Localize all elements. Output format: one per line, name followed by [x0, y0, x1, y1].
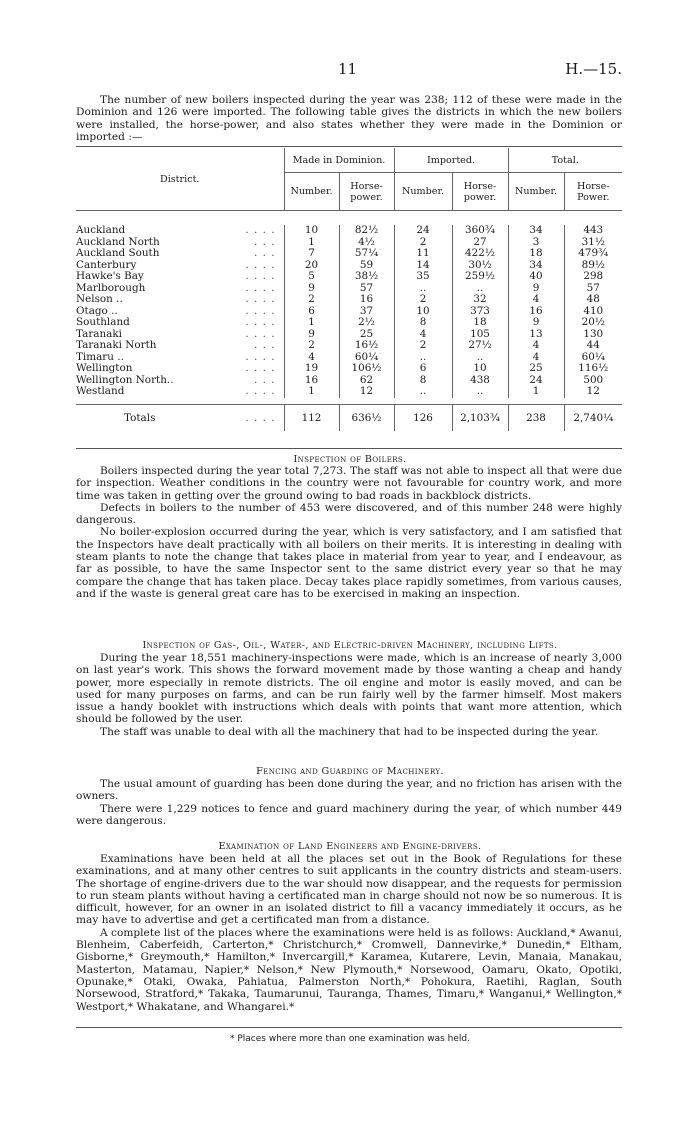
section-heading: Fencing and Guarding of Machinery.	[256, 766, 444, 777]
district-cell	[76, 386, 284, 398]
value-cell: 12	[339, 386, 394, 398]
value-cell: 35	[394, 271, 452, 283]
value-cell: 57	[564, 283, 622, 295]
table-bottom-rule	[76, 448, 622, 449]
paragraph: The usual amount of guarding has been done during the year, and no friction has arisen with the owners.	[76, 778, 622, 803]
table-top-rule	[76, 146, 622, 147]
sub-header: Horse-Power.	[564, 173, 622, 211]
sub-header: Horse-power.	[339, 173, 394, 211]
district-name: Auckland North	[76, 235, 160, 248]
page-number: 11	[338, 60, 358, 78]
leader-dots: . . . .	[245, 316, 276, 328]
totals-label: Totals	[124, 411, 156, 424]
group-header-made-in-dominion: Made in Dominion.	[284, 148, 394, 173]
value-cell: 48	[564, 294, 622, 306]
value-cell: ..	[394, 352, 452, 364]
value-cell: 34	[508, 225, 564, 237]
district-name: Canterbury	[76, 258, 137, 271]
value-cell: 373	[452, 306, 508, 318]
value-cell: 24	[508, 375, 564, 387]
district-name: Auckland South	[76, 247, 160, 259]
value-cell: 89½	[564, 260, 622, 272]
value-cell: 34	[508, 260, 564, 272]
value-cell: 4	[284, 352, 339, 364]
district-name: Taranaki	[76, 327, 122, 340]
value-cell: 27½	[452, 340, 508, 352]
value-cell: 16	[339, 294, 394, 306]
leader-dots: . . .	[253, 235, 276, 248]
district-name: Otago ..	[76, 304, 118, 317]
value-cell: 6	[394, 363, 452, 375]
paragraph: During the year 18,551 machinery-inspections were made, which is an increase of nearly 3,000 on last year's work. This shows the forward movement made by those wanting a cheap and handy power, more especially in remote districts. The oil engine and motor is easily moved, and can be used for many purposes on farms, and can be run fairly well by the farmer himself. Most makers issue a handy booklet with instructions which deals with points that want more attention, which should be followed by the user.	[76, 652, 622, 726]
value-cell: 116½	[564, 363, 622, 375]
boiler-district-table	[76, 148, 622, 431]
value-cell: ..	[452, 352, 508, 364]
value-cell: 27	[452, 237, 508, 249]
totals-label-cell	[76, 404, 284, 431]
value-cell: 2,740¼	[564, 404, 622, 431]
leader-dots: . . . .	[245, 281, 276, 294]
value-cell: 10	[284, 225, 339, 237]
value-cell: ..	[394, 386, 452, 398]
value-cell: 636½	[339, 404, 394, 431]
value-cell: 6	[284, 306, 339, 318]
sub-header: Number.	[394, 173, 452, 211]
leader-dots: . . .	[253, 247, 276, 259]
value-cell: 9	[284, 283, 339, 295]
value-cell: 37	[339, 306, 394, 318]
paragraph: There were 1,229 notices to fence and guard machinery during the year, of which number 449 were dangerous.	[76, 802, 622, 827]
value-cell: 19	[284, 363, 339, 375]
group-header-total: Total.	[508, 148, 622, 173]
leader-dots: . . . .	[245, 224, 276, 236]
value-cell: 422½	[452, 248, 508, 260]
page-header	[0, 60, 700, 82]
value-cell: 2½	[339, 317, 394, 329]
value-cell: 25	[339, 329, 394, 341]
table-row	[76, 340, 622, 352]
value-cell: 8	[394, 375, 452, 387]
district-name: Wellington	[76, 362, 133, 374]
paragraph: No boiler-explosion occurred during the year, which is very satisfactory, and I am satisfied that the Inspectors have dealt practically with all boilers on their merits. It is interesting in dealing with steam plants to note the change that takes place in material from year to year, and I endeavour, as far as possible, to have the same Inspector sent to the same district every year so that he may compare the change that has taken place. Decay takes place rapidly sometimes, from various causes, and if the waste is general great care has to be exercised in making an inspection.	[76, 526, 622, 600]
value-cell: 2	[394, 294, 452, 306]
section-heading: Examination of Land Engineers and Engine-drivers.	[218, 841, 482, 852]
value-cell: 2,103¾	[452, 404, 508, 431]
value-cell: 30½	[452, 260, 508, 272]
leader-dots: . . . .	[245, 293, 276, 305]
value-cell: ..	[394, 283, 452, 295]
value-cell: ..	[452, 386, 508, 398]
value-cell: 4	[508, 340, 564, 352]
value-cell: 4½	[339, 237, 394, 249]
value-cell: 1	[284, 317, 339, 329]
leader-dots: . . . .	[245, 362, 276, 374]
value-cell: 10	[394, 306, 452, 318]
footnote-rule	[76, 1027, 622, 1028]
value-cell: ..	[452, 283, 508, 295]
value-cell: 4	[394, 329, 452, 341]
value-cell: 1	[508, 386, 564, 398]
value-cell: 4	[508, 294, 564, 306]
value-cell: 9	[284, 329, 339, 341]
value-cell: 16½	[339, 340, 394, 352]
district-name: Timaru ..	[76, 350, 124, 363]
value-cell: 259½	[452, 271, 508, 283]
value-cell: 1	[284, 237, 339, 249]
value-cell: 20½	[564, 317, 622, 329]
leader-dots: . . . .	[245, 385, 276, 397]
district-name: Westland	[76, 385, 125, 397]
value-cell: 12	[564, 386, 622, 398]
table-row	[76, 271, 622, 283]
group-header-imported: Imported.	[394, 148, 508, 173]
value-cell: 25	[508, 363, 564, 375]
value-cell: 18	[452, 317, 508, 329]
sub-header: Number.	[508, 173, 564, 211]
section-body	[76, 652, 622, 738]
value-cell: 106½	[339, 363, 394, 375]
leader-dots: . . . .	[245, 258, 276, 271]
value-cell: 10	[452, 363, 508, 375]
value-cell: 298	[564, 271, 622, 283]
value-cell: 57	[339, 283, 394, 295]
value-cell: 112	[284, 404, 339, 431]
value-cell: 2	[394, 237, 452, 249]
paragraph: The staff was unable to deal with all the machinery that had to be inspected during the year.	[100, 725, 599, 738]
value-cell: 2	[394, 340, 452, 352]
value-cell: 62	[339, 375, 394, 387]
district-name: Taranaki North	[76, 339, 157, 351]
table-row	[76, 248, 622, 260]
value-cell: 11	[394, 248, 452, 260]
value-cell: 130	[564, 329, 622, 341]
district-name: Southland	[76, 316, 130, 328]
district-header: District.	[160, 173, 200, 185]
value-cell: 443	[564, 225, 622, 237]
table-body	[76, 225, 622, 431]
value-cell: 31½	[564, 237, 622, 249]
value-cell: 2	[284, 294, 339, 306]
leader-dots: . . . .	[245, 411, 276, 424]
section-heading: Inspection of Gas-, Oil-, Water-, and Electric-driven Machinery, including Lifts.	[142, 640, 558, 651]
value-cell: 16	[284, 375, 339, 387]
paragraph: A complete list of the places where the examinations were held is as follows: Auckland,* Awanui, Blenheim, Caberfeidh, Carterton,* Christchurch,* Cromwell, Dannevirke,* Dunedin,* Eltham, Gisborne,* Greymouth,* Hamilton,* Invercargill,* Karamea, Kutarere, Levin, Manaia, Manakau, Masterton, Matamau, Napier,* Nelson,* New Plymouth,* Norsewood, Oamaru, Okato, Opotiki, Opunake,* Otaki, Owaka, Pahiatua, Palmerston North,* Pohokura, Raetihi, Raglan, South Norsewood, Stratford,* Takaka, Taumarunui, Tauranga, Thames, Timaru,* Wanganui,* Wellington,* Westport,* Whakatane, and Whangarei.*	[76, 926, 622, 1013]
value-cell: 126	[394, 404, 452, 431]
value-cell: 13	[508, 329, 564, 341]
value-cell: 60¼	[564, 352, 622, 364]
value-cell: 2	[284, 340, 339, 352]
table-row	[76, 329, 622, 341]
table-row	[76, 306, 622, 318]
value-cell: 1	[284, 386, 339, 398]
district-name: Nelson ..	[76, 293, 123, 305]
document-reference: H.—15.	[565, 60, 622, 78]
value-cell: 105	[452, 329, 508, 341]
value-cell: 24	[394, 225, 452, 237]
section-body	[76, 465, 622, 600]
value-cell: 5	[284, 271, 339, 283]
table-row	[76, 317, 622, 329]
value-cell: 7	[284, 248, 339, 260]
value-cell: 14	[394, 260, 452, 272]
district-name: Auckland	[76, 224, 126, 236]
leader-dots: . . . .	[245, 304, 276, 317]
value-cell: 500	[564, 375, 622, 387]
value-cell: 438	[452, 375, 508, 387]
section-body	[76, 778, 622, 827]
value-cell: 479¾	[564, 248, 622, 260]
value-cell: 82½	[339, 225, 394, 237]
leader-dots: . . .	[253, 373, 276, 386]
value-cell: 9	[508, 283, 564, 295]
value-cell: 20	[284, 260, 339, 272]
paragraph: Examinations have been held at all the places set out in the Book of Regulations for these examinations, and at many other centres to suit applicants in the country districts and steam-users. The shortage of engine-drivers due to the war should now disappear, and the requests for permission to run steam plants without having a certificated man in charge should not now be so numerous. It is difficult, however, for an owner in an isolated district to fill a vacancy immediately it occurs, as he may have to advertise and get a certificated man from a distance.	[76, 853, 622, 927]
leader-dots: . . . .	[245, 270, 276, 282]
value-cell: 16	[508, 306, 564, 318]
paragraph: Boilers inspected during the year total 7,273. The staff was not able to inspect all that were due for inspection. Weather conditions in the country were not favourable for country work, and more time was taken in getting over the ground owing to bad roads in backblock districts.	[76, 465, 622, 502]
value-cell: 4	[508, 352, 564, 364]
footnote: * Places where more than one examination was held.	[230, 1034, 470, 1044]
table-row	[76, 375, 622, 387]
value-cell: 57¼	[339, 248, 394, 260]
totals-row	[76, 404, 622, 431]
paragraph: Defects in boilers to the number of 453 were discovered, and of this number 248 were highly dangerous.	[76, 501, 622, 527]
value-cell: 3	[508, 237, 564, 249]
value-cell: 59	[339, 260, 394, 272]
value-cell: 410	[564, 306, 622, 318]
value-cell: 40	[508, 271, 564, 283]
section-body	[76, 853, 622, 1013]
value-cell: 44	[564, 340, 622, 352]
value-cell: 32	[452, 294, 508, 306]
district-name: Marlborough	[76, 281, 146, 294]
district-name: Wellington North..	[76, 373, 174, 386]
sub-header: Number.	[284, 173, 339, 211]
value-cell: 360¾	[452, 225, 508, 237]
value-cell: 8	[394, 317, 452, 329]
table-row	[76, 283, 622, 295]
leader-dots: . . . .	[245, 327, 276, 340]
value-cell: 238	[508, 404, 564, 431]
sub-header: Horse-power.	[452, 173, 508, 211]
value-cell: 18	[508, 248, 564, 260]
leader-dots: . . . .	[245, 350, 276, 363]
table-row	[76, 294, 622, 306]
table-row	[76, 386, 622, 398]
leader-dots: . . .	[253, 339, 276, 351]
value-cell: 60¼	[339, 352, 394, 364]
value-cell: 38½	[339, 271, 394, 283]
district-name: Hawke's Bay	[76, 270, 144, 282]
intro-paragraph: The number of new boilers inspected during the year was 238; 112 of these were made in the Dominion and 126 were imported. The following table gives the districts in which the new boilers were installed, the horse-power, and also states whether they were made in the Dominion or imported :—	[76, 94, 622, 143]
value-cell: 9	[508, 317, 564, 329]
section-heading: Inspection of Boilers.	[293, 454, 407, 465]
